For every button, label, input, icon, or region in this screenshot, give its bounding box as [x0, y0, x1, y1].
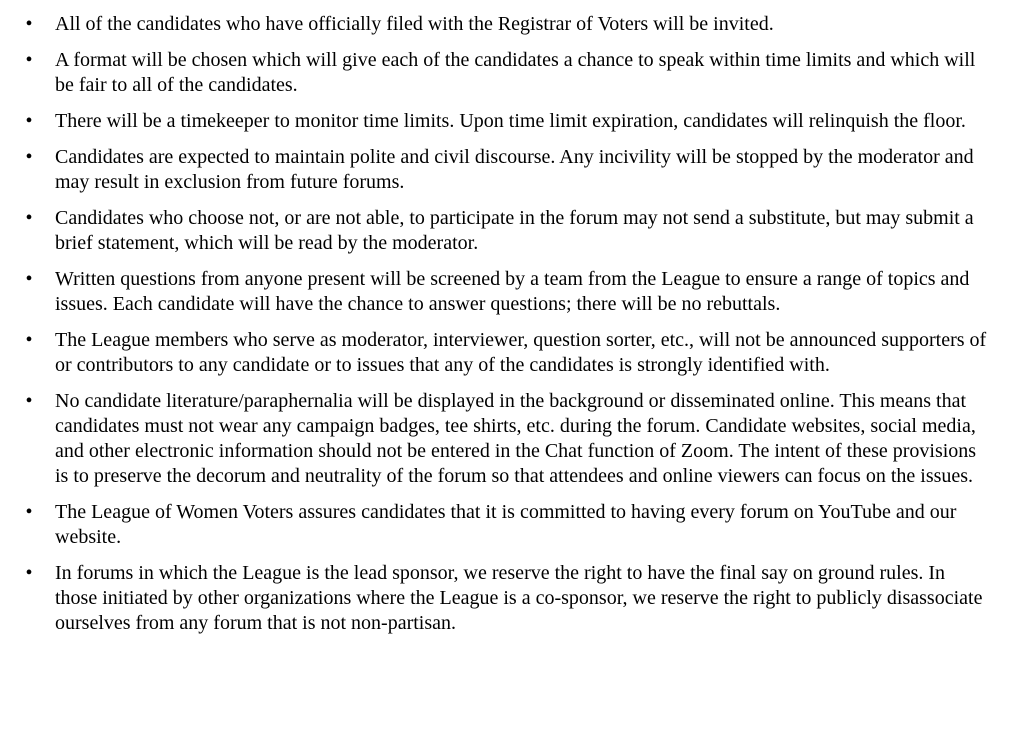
list-item-text: Candidates are expected to maintain polite and civil discourse. Any incivility will be stopped by the moderator and may result in exclusion from future forums. [55, 146, 974, 193]
list-item [0, 145, 1024, 195]
bullet-icon: • [25, 13, 33, 35]
list-item [0, 206, 1024, 256]
list-item [0, 561, 1024, 636]
list-item-text: No candidate literature/paraphernalia will be displayed in the background or disseminated online. This means that candidates must not wear any campaign badges, tee shirts, etc. during the forum. Candidate websites, social media, and other electronic information should not be entered in the Chat function of Zoom. The intent of these provisions is to preserve the decorum and neutrality of the forum so that attendees and online viewers can focus on the issues. [55, 390, 977, 487]
bullet-icon: • [25, 390, 33, 412]
list-item-text: A format will be chosen which will give each of the candidates a chance to speak within time limits and which will be fair to all of the candidates. [55, 49, 976, 96]
bullet-icon: • [25, 268, 33, 290]
list-item-text: All of the candidates who have officially filed with the Registrar of Voters will be invited. [55, 13, 774, 35]
list-item-text: There will be a timekeeper to monitor time limits. Upon time limit expiration, candidates will relinquish the floor. [55, 110, 966, 132]
bullet-icon: • [25, 562, 33, 584]
list-item-text: Candidates who choose not, or are not able, to participate in the forum may not send a substitute, but may submit a brief statement, which will be read by the moderator. [55, 207, 974, 254]
list-item [0, 500, 1024, 550]
list-item [0, 48, 1024, 98]
bullet-icon: • [25, 329, 33, 351]
ground-rules-list [0, 12, 1024, 636]
bullet-icon: • [25, 110, 33, 132]
list-item [0, 389, 1024, 489]
bullet-icon: • [25, 501, 33, 523]
list-item-text: Written questions from anyone present will be screened by a team from the League to ensure a range of topics and issues. Each candidate will have the chance to answer questions; there will be no rebuttals. [55, 268, 970, 315]
list-item [0, 12, 1024, 37]
bullet-icon: • [25, 49, 33, 71]
list-item-text: In forums in which the League is the lead sponsor, we reserve the right to have the final say on ground rules. In those initiated by other organizations where the League is a co-sponsor, we reserve the right to publicly disassociate ourselves from any forum that is not non-partisan. [55, 562, 983, 634]
list-item [0, 109, 1024, 134]
list-item [0, 328, 1024, 378]
bullet-icon: • [25, 146, 33, 168]
list-item-text: The League of Women Voters assures candidates that it is committed to having every forum on YouTube and our website. [55, 501, 957, 548]
list-item [0, 267, 1024, 317]
bullet-icon: • [25, 207, 33, 229]
list-item-text: The League members who serve as moderator, interviewer, question sorter, etc., will not be announced supporters of or contributors to any candidate or to issues that any of the candidates is strongly identified with. [55, 329, 987, 376]
